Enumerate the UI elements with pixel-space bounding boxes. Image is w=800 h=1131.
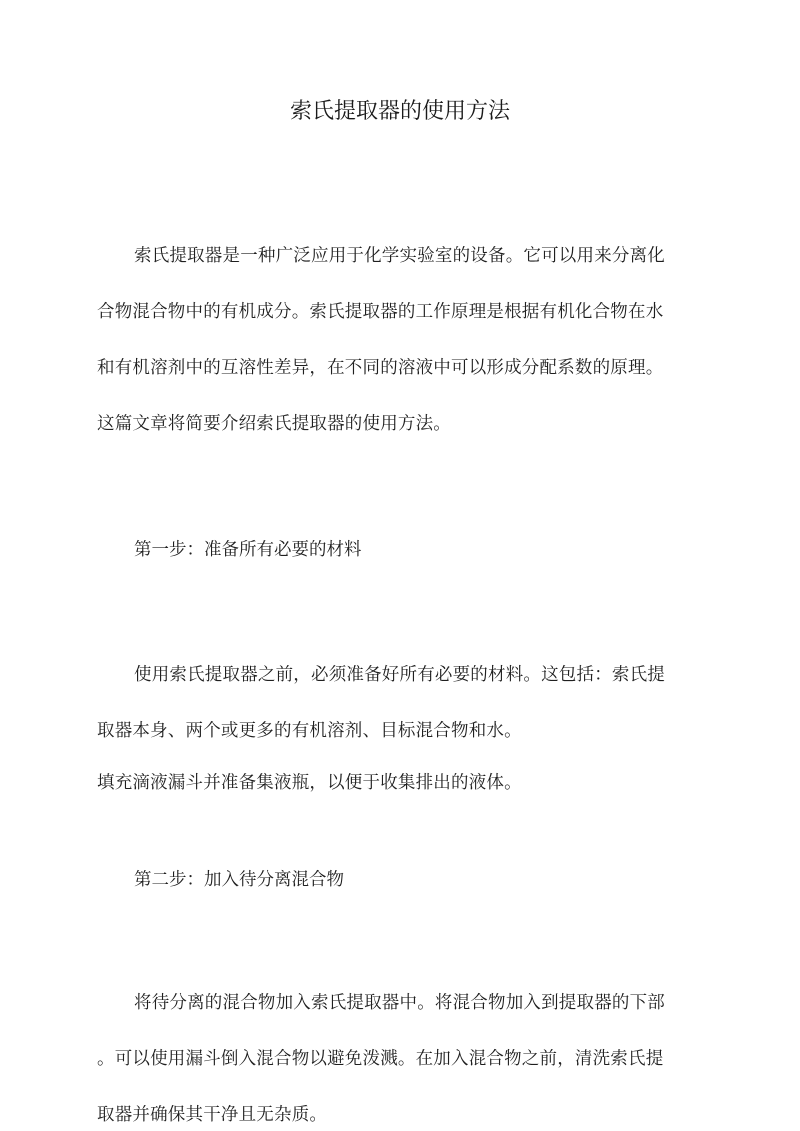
step1-heading: 第一步：准备所有必要的材料	[134, 540, 362, 560]
intro-line-1: 索氏提取器是一种广泛应用于化学实验室的设备。它可以用来分离化	[134, 246, 665, 266]
step1-line-3: 填充滴液漏斗并准备集液瓶，以便于收集排出的液体。	[97, 773, 522, 793]
intro-line-4: 这篇文章将简要介绍索氏提取器的使用方法。	[97, 414, 451, 434]
step2-line-3: 取器并确保其干净且无杂质。	[97, 1105, 328, 1125]
step2-heading: 第二步：加入待分离混合物	[134, 870, 344, 890]
intro-line-2: 合物混合物中的有机成分。索氏提取器的工作原理是根据有机化合物在水	[97, 302, 664, 322]
step1-line-2: 取器本身、两个或更多的有机溶剂、目标混合物和水。	[97, 721, 522, 741]
intro-line-3: 和有机溶剂中的互溶性差异，在不同的溶液中可以形成分配系数的原理。	[97, 358, 664, 378]
document-title: 索氏提取器的使用方法	[289, 99, 510, 124]
step1-line-1: 使用索氏提取器之前，必须准备好所有必要的材料。这包括：索氏提	[134, 665, 665, 685]
step2-line-1: 将待分离的混合物加入索氏提取器中。将混合物加入到提取器的下部	[134, 993, 665, 1013]
step2-line-2: 。可以使用漏斗倒入混合物以避免泼溅。在加入混合物之前，清洗索氏提	[97, 1049, 664, 1069]
